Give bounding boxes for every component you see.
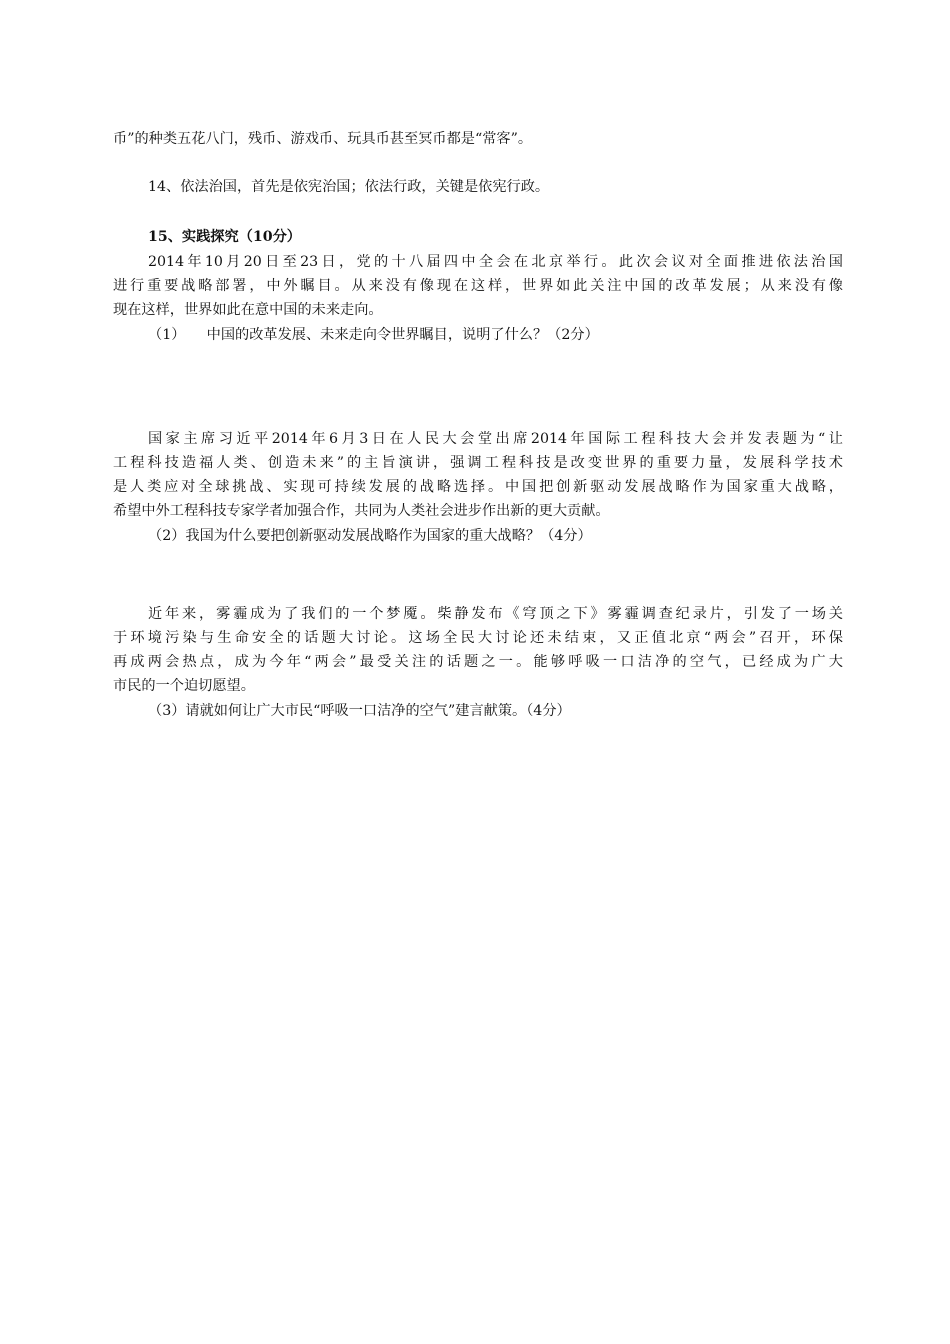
- passage-3-line-4: 市民的一个迫切愿望。: [113, 678, 255, 694]
- question-1: （1） 中国的改革发展、未来走向令世界瞩目，说明了什么？（2分）: [148, 327, 599, 343]
- passage-2-line-1: 国家主席习近平2014年6月3日在人民大会堂出席2014年国际工程科技大会并发表题为“让: [148, 431, 843, 447]
- question-3: （3）请就如何让广大市民“呼吸一口洁净的空气”建言献策。（4分）: [148, 703, 571, 719]
- passage-2-line-2: 工程科技造福人类、创造未来”的主旨演讲，强调工程科技是改变世界的重要力量，发展科学技术: [113, 455, 843, 471]
- passage-1-line-3: 现在这样，世界如此在意中国的未来走向。: [113, 302, 383, 318]
- item-15-heading: 15、实践探究（10分）: [148, 229, 301, 245]
- passage-2-line-4: 希望中外工程科技专家学者加强合作，共同为人类社会进步作出新的更大贡献。: [113, 503, 610, 519]
- passage-2-line-3: 是人类应对全球挑战、实现可持续发展的战略选择。中国把创新驱动发展战略作为国家重大战略，: [113, 479, 843, 495]
- passage-3-line-1: 近年来，雾霾成为了我们的一个梦魇。柴静发布《穹顶之下》雾霾调查纪录片，引发了一场关: [148, 606, 843, 622]
- continuation-line: 币”的种类五花八门，残币、游戏币、玩具币甚至冥币都是“常客”。: [113, 131, 533, 147]
- passage-1-line-1: 2014年10月20日至23日，党的十八届四中全会在北京举行。此次会议对全面推进依法治国: [148, 254, 843, 270]
- passage-3-line-2: 于环境污染与生命安全的话题大讨论。这场全民大讨论还未结束，又正值北京“两会”召开，环保: [113, 630, 843, 646]
- question-2: （2）我国为什么要把创新驱动发展战略作为国家的重大战略？（4分）: [148, 528, 592, 544]
- passage-1-line-2: 进行重要战略部署，中外瞩目。从来没有像现在这样，世界如此关注中国的改革发展；从来没有像: [113, 278, 843, 294]
- item-14: 14、依法治国，首先是依宪治国；依法行政，关键是依宪行政。: [148, 179, 550, 195]
- passage-3-line-3: 再成两会热点，成为今年“两会”最受关注的话题之一。能够呼吸一口洁净的空气，已经成为广大: [113, 654, 843, 670]
